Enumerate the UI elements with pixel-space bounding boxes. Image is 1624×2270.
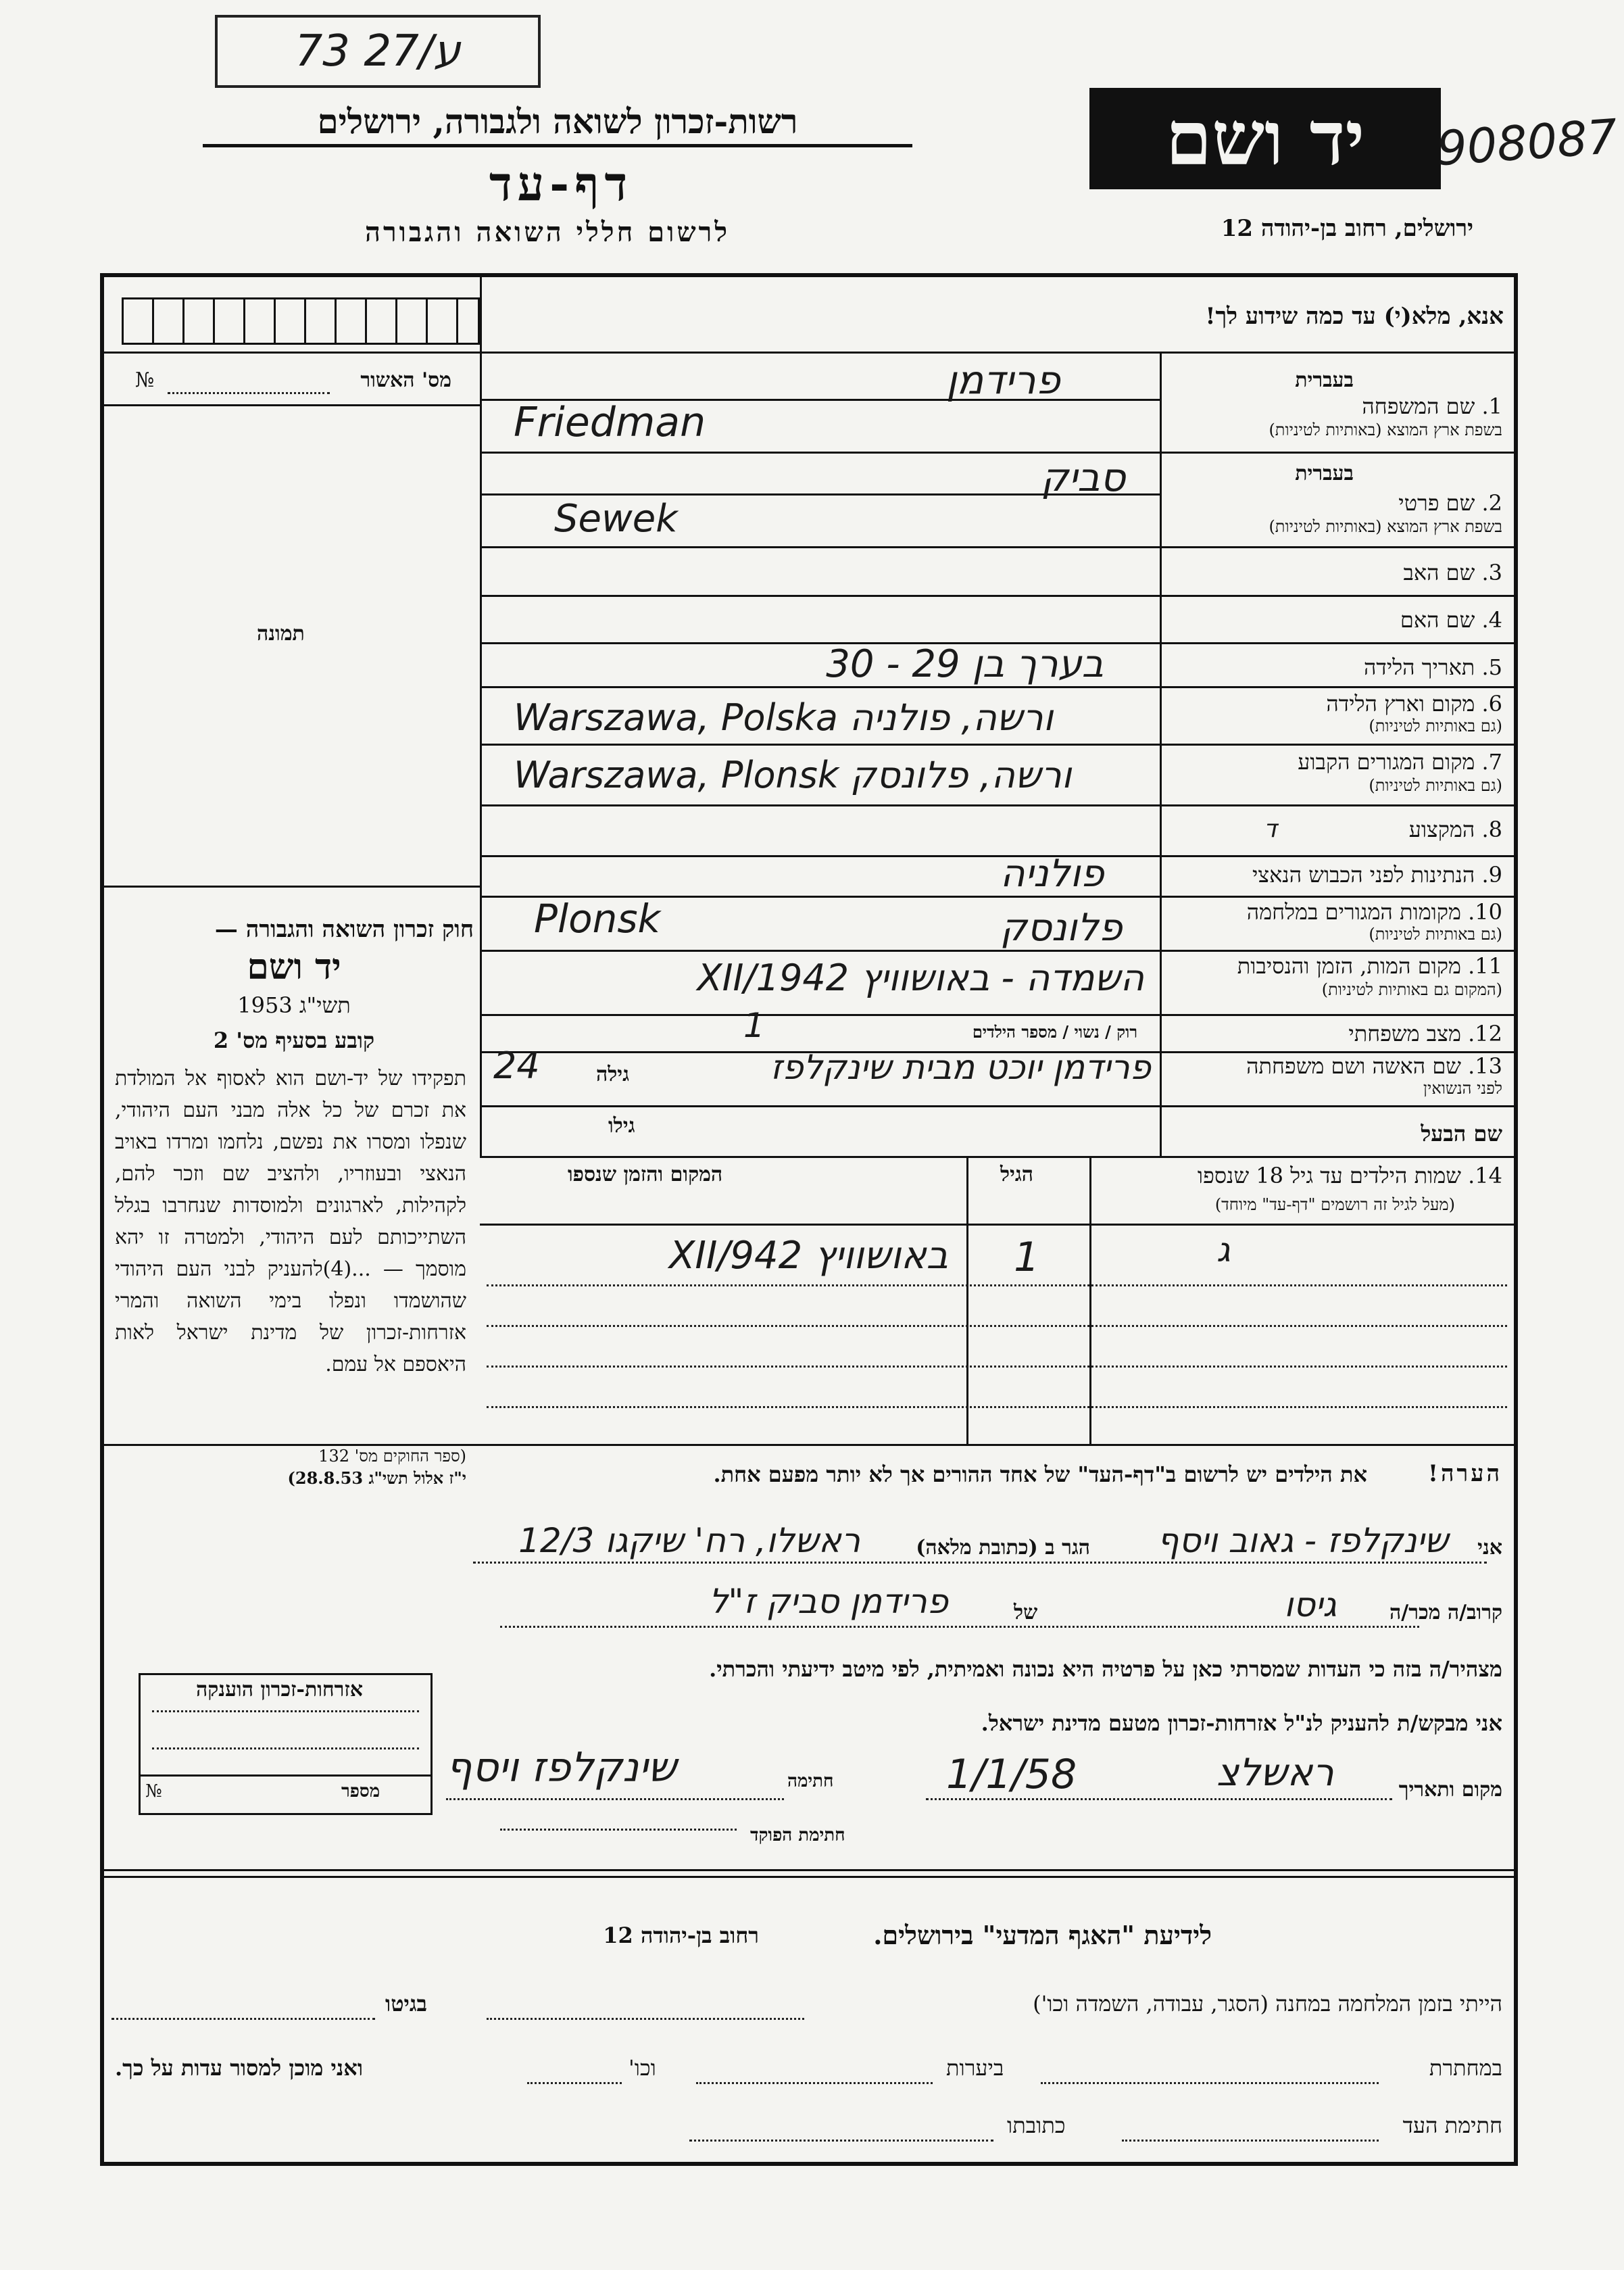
residence-value: Warszawa, Plonsk ורשה, פלונסק — [514, 754, 1072, 796]
declaration-statement: מצהיר/ה בזה כי העדות שמסרתי כאן על פרטיה היא נכונה ואמיתית, לפי מיטב ידיעתי והכרתי. — [709, 1656, 1502, 1682]
field-6-label: 6. מקום וארץ הלידה — [1326, 691, 1502, 717]
footer-heading: לידיעת "האגף המדעי" בירושלים. — [873, 1920, 1212, 1950]
intro-instruction: אנא, מלא(י) עד כמה שידוע לך! — [1205, 303, 1504, 330]
field-4-label-text: שם האם — [1400, 607, 1475, 633]
signature-value: שינקלפז ויסף — [446, 1744, 677, 1791]
header-address: ירושלים, רחוב בן-יהודה 12 — [1221, 215, 1473, 242]
citizenship-no: № — [145, 1781, 162, 1802]
field-8-label: 8. המקצוע — [1408, 817, 1502, 842]
signature-label: חתימה — [787, 1771, 834, 1791]
declarant-address: ראשלו, רח' שיקגו 12/3 — [518, 1521, 860, 1560]
footer-witness-signature: חתימת העד — [1402, 2112, 1502, 2138]
field-2-label-text: שם פרטי — [1398, 490, 1475, 516]
law-ref-2: י"ז אלול תשי"ג 28.8.53) — [287, 1468, 466, 1488]
footer-line1-ghetto: בגיטו — [385, 1991, 427, 2017]
field-3-label-text: שם האב — [1403, 560, 1475, 585]
child-1-place: באושוויץ XII/942 — [669, 1234, 948, 1278]
children-age-header: הגיל — [1000, 1163, 1034, 1186]
declaration-request: אני מבקש/ת להעניק לנ"ל אזרחות-זכרון מטעם מדינת ישראל. — [981, 1710, 1502, 1736]
field-5-label-text: תאריך הלידה — [1364, 654, 1475, 680]
place-date-label: מקום ותאריך — [1398, 1778, 1502, 1802]
handwritten-record-number: 908087 — [1435, 108, 1619, 177]
field-12-inline: רוק / נשוי / מספר הילדים — [972, 1022, 1137, 1042]
note-text: את הילדים יש לרשום ב"דף-העד" של אחד ההורים אך לא יותר מפעם אחת. — [713, 1462, 1367, 1487]
children-count-value: 1 — [743, 1006, 765, 1045]
approval-no: № — [135, 368, 155, 392]
field-13-label: 13. שם האשה ושם משפחתה — [1246, 1053, 1502, 1079]
field-11-label: 11. מקום המות, הזמן והנסיבות — [1237, 953, 1502, 979]
declaration-ani: אני — [1477, 1536, 1502, 1560]
child-1-name: ג — [1216, 1230, 1231, 1270]
field-9-label: 9. הנתינות לפני הכבוש הנאצי — [1252, 862, 1502, 888]
wife-name-value: פרידמן יוכט מבית שינקלפז — [770, 1048, 1151, 1087]
of-name-value: פרידמן סביק ז"ל — [708, 1582, 948, 1621]
field-9-label-text: הנתינות לפני הכבוש הנאצי — [1252, 862, 1475, 888]
field-13-label-text: שם האשה ושם משפחתה — [1246, 1053, 1461, 1079]
relation-value: גיסו — [1284, 1585, 1337, 1624]
declaration-resides: הגר ב (כתובת מלאה) — [916, 1536, 1090, 1560]
field-12-label: 12. מצב משפחתי — [1348, 1021, 1502, 1046]
husband-age-label: גילו — [608, 1114, 635, 1138]
field-7-label-text: מקום המגורים הקבוע — [1298, 749, 1475, 775]
date-value: 1/1/58 — [946, 1751, 1077, 1798]
surname-latin-value: Friedman — [514, 399, 706, 446]
footer-line2-etc: וכו' — [629, 2055, 656, 2081]
birth-date-value: בערך בן 29 - 30 — [826, 642, 1104, 686]
footer-line2-testimony: ואני מוכן למסור עדות על כך. — [115, 2055, 364, 2081]
declarant-name: שינקלפז - גאוב ויסף — [1157, 1521, 1448, 1560]
law-title: חוק זכרון השואה והגבורה — — [214, 916, 474, 943]
footer-line2-forests: ביערות — [946, 2055, 1004, 2081]
law-section: קובע בסעיף מס' 2 — [213, 1028, 375, 1053]
surname-hebrew-value: פרידמן — [946, 357, 1060, 403]
law-name: יד ושם — [247, 946, 341, 988]
form-title: דף-עד — [489, 155, 633, 212]
wife-age-value: 24 — [493, 1044, 540, 1087]
husband-name-label: שם הבעל — [1421, 1121, 1502, 1146]
field-7-label: 7. מקום המגורים הקבוע — [1298, 749, 1502, 775]
field-10-label: 10. מקומות המגורים במלחמה — [1246, 899, 1502, 925]
law-year: תשי"ג 1953 — [237, 992, 351, 1018]
field-1-sub: בשפת ארץ המוצא (באותיות לטיניות) — [1269, 420, 1502, 439]
wife-age-label: גילה — [596, 1063, 630, 1086]
law-text: תפקידו של יד-ושם הוא לאסוף אל המולדת את זכרם של כל אלה מבני העם היהודי, שנפלו ומסרו את נפשם, נלחמו ומרדו באויב הנאצי ובעוזריו, ולהציב שם וזכר להם, לקהילות, לארגונים ולמוסדות שנחרבו בגלל השתייכותם לעם היהודי, ולמטרה זו יהא מוסמך — ...(4)להעניק לבני העם היהודי שהושמדו ונפלו בימי השואה והמרי אזרחות-זכרון של מדינת ישראל לאות היאספם אל עמם. — [115, 1067, 467, 1376]
field-1-label: 1. שם המשפחה — [1362, 393, 1502, 419]
of-label: של — [1014, 1601, 1038, 1624]
birth-place-value: Warszawa, Polska ורשה, פולניה — [514, 696, 1054, 739]
nationality-value: פולניה — [1000, 852, 1104, 896]
field-6-sub: (גם באותיות לטיניות) — [1369, 717, 1502, 735]
field-3-label: 3. שם האב — [1403, 560, 1502, 585]
first-name-hebrew-value: סביק — [1041, 454, 1126, 500]
wartime-residence-latin: Plonsk — [534, 896, 661, 942]
field-12-label-text: מצב משפחתי — [1348, 1021, 1461, 1046]
profession-value: ד — [1264, 815, 1277, 843]
children-label: 14. שמות הילדים עד גיל 18 שנספו — [1197, 1163, 1502, 1188]
footer-line2-underground: במחתרת — [1429, 2055, 1502, 2081]
relation-label: קרוב/ה מכר/ה — [1389, 1601, 1502, 1624]
child-1-age: 1 — [1014, 1234, 1040, 1281]
photo-label: תמונה — [257, 622, 305, 646]
archive-stamp: 73 27/ע — [215, 15, 541, 88]
children-sub: (מעל לגיל זה רושמים "דף-עד" מיוחד) — [1214, 1195, 1455, 1214]
children-place-header: המקום והזמן שנספו — [568, 1163, 723, 1186]
field-11-sub: (המקום גם באותיות לטיניות) — [1321, 980, 1502, 999]
field-8-label-text: המקצוע — [1408, 817, 1475, 842]
field-7-sub: (גם באותיות לטיניות) — [1369, 776, 1502, 795]
citizenship-title: אזרחות-זכרון הוענקה — [196, 1678, 364, 1701]
field-4-label: 4. שם האם — [1400, 607, 1502, 633]
law-ref-1: (ספר החוקים מס' 132 — [318, 1447, 466, 1466]
authority-name: רשות-זכרון לשואה ולגבורה, ירושלים — [203, 101, 912, 147]
yad-vashem-logo: יד ושם — [1089, 88, 1441, 189]
place-value: ראשלצ — [1216, 1751, 1334, 1795]
note-label: הערה! — [1428, 1460, 1502, 1487]
form-subtitle: לרשום חללי השואה והגבורה — [364, 216, 731, 248]
field-10-sub: (גם באותיות לטיניות) — [1369, 925, 1502, 944]
first-name-latin-value: Sewek — [554, 497, 678, 541]
field-13-sub: לפני הנשואין — [1423, 1079, 1502, 1098]
code-boxes — [122, 297, 480, 345]
field-2-sub: בשפת ארץ המוצא (באותיות לטיניות) — [1269, 517, 1502, 536]
field-10-label-text: מקומות המגורים במלחמה — [1246, 899, 1461, 925]
label-divider — [1160, 352, 1162, 1156]
footer-witness-address: כתובתו — [1007, 2112, 1066, 2138]
citizenship-number-label: מספר — [341, 1781, 380, 1802]
wartime-residence-hebrew: פלונסק — [1000, 906, 1123, 950]
clerk-signature-label: חתימת הפוקד — [750, 1825, 845, 1845]
field-2-label: 2. שם פרטי — [1398, 490, 1502, 516]
footer-address: רחוב בן-יהודה 12 — [603, 1923, 759, 1948]
field-5-label: 5. תאריך הלידה — [1364, 654, 1502, 680]
field-1-label-text: שם המשפחה — [1362, 393, 1475, 419]
children-label-text: שמות הילדים עד גיל 18 שנספו — [1197, 1163, 1461, 1188]
footer-line1-camp: הייתי בזמן המלחמה במחנה (הסגר, עבודה, השמדה וכו') — [1033, 1991, 1502, 2017]
field-1-hebrew-hint: בעברית — [1295, 368, 1354, 392]
field-2-hebrew-hint: בעברית — [1295, 462, 1354, 485]
field-6-label-text: מקום וארץ הלידה — [1326, 691, 1475, 717]
field-11-label-text: מקום המות, הזמן והנסיבות — [1237, 953, 1461, 979]
approval-label: מס' האשור — [360, 368, 451, 392]
death-place-value: השמדה - באושוויץ XII/1942 — [697, 957, 1144, 999]
sidebar-divider — [480, 277, 482, 1156]
